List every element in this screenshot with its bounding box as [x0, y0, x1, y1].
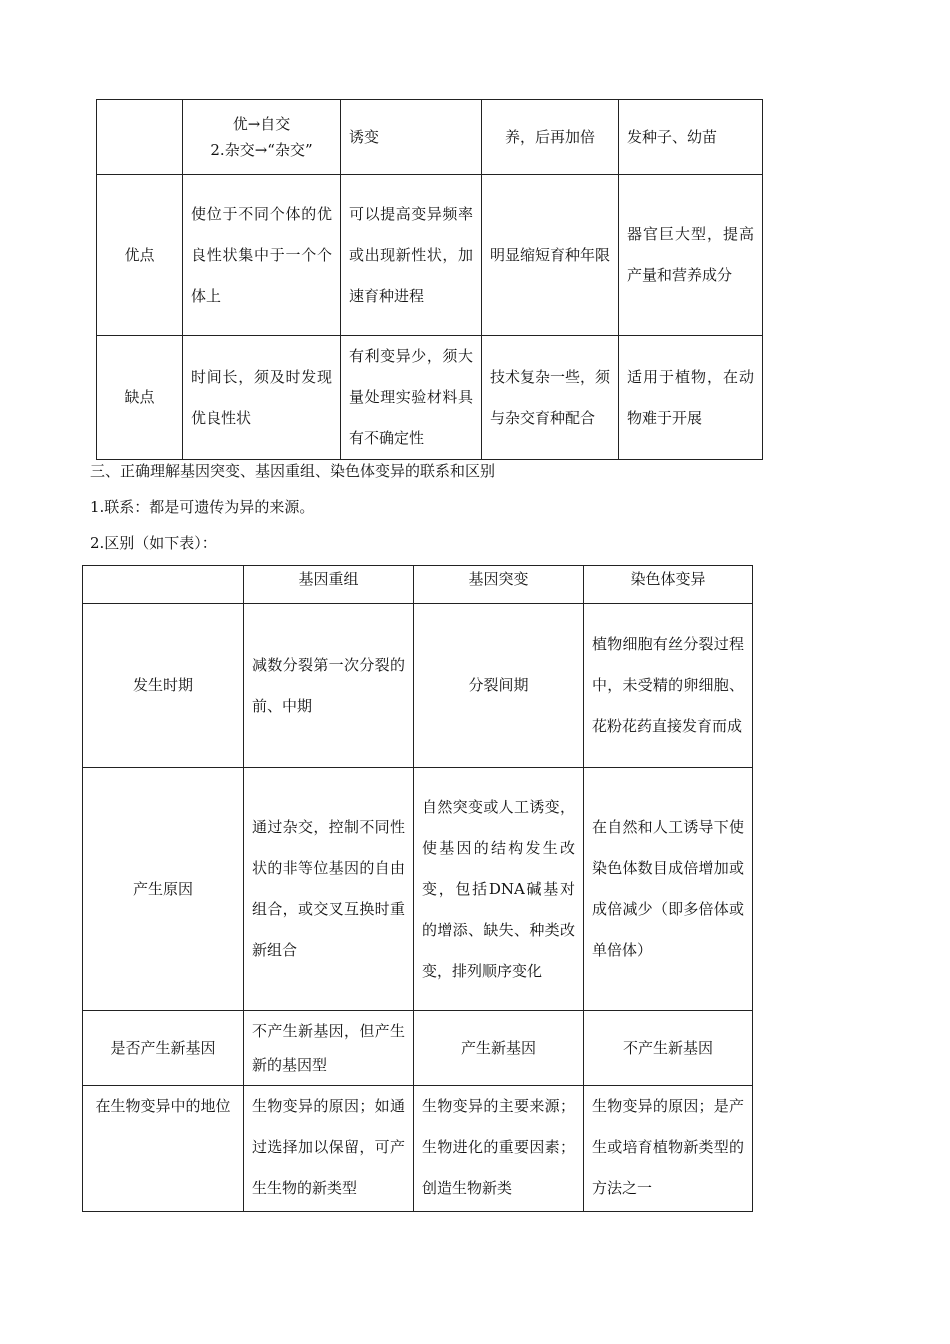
table-row — [97, 100, 763, 175]
table-cell: 生物变异的原因；如通过选择加以保留，可产生生物的新类型 — [244, 1086, 414, 1212]
table-cell: 自然突变或人工诱变，使基因的结构发生改变，包括DNA碱基对的增添、缺失、种类改变，排列顺序变化 — [414, 768, 584, 1011]
table-cell: 器官巨大型，提高产量和营养成分 — [619, 175, 763, 336]
table-cell: 诱变 — [341, 100, 482, 175]
point-connection: 1.联系：都是可遗传为异的来源。 — [90, 498, 315, 516]
table-header-row — [83, 566, 753, 604]
column-header: 基因突变 — [414, 566, 584, 604]
table-row — [97, 175, 763, 336]
table-cell: 不产生新基因，但产生新的基因型 — [244, 1011, 414, 1086]
table-cell: 生物变异的原因；是产生或培育植物新类型的方法之一 — [584, 1086, 753, 1212]
table-row — [83, 604, 753, 768]
table-row — [83, 1011, 753, 1086]
table-cell: 养，后再加倍 — [482, 100, 619, 175]
table-cell: 不产生新基因 — [584, 1011, 753, 1086]
table-cell: 通过杂交，控制不同性状的非等位基因的自由组合，或交叉互换时重新组合 — [244, 768, 414, 1011]
table-row — [83, 768, 753, 1011]
variation-comparison-table — [82, 565, 753, 1212]
column-header: 基因重组 — [244, 566, 414, 604]
table-row — [97, 336, 763, 460]
table-cell: 生物变异的主要来源；生物进化的重要因素；创造生物新类 — [414, 1086, 584, 1212]
table-cell: 使位于不同个体的优良性状集中于一个个体上 — [183, 175, 341, 336]
table-cell: 时间长，须及时发现优良性状 — [183, 336, 341, 460]
row-header-cell — [97, 100, 183, 175]
row-header-cell: 发生时期 — [83, 604, 244, 768]
table-cell: 优→自交 2.杂交→“杂交” — [183, 100, 341, 175]
column-header: 染色体变异 — [584, 566, 753, 604]
row-header-cell: 缺点 — [97, 336, 183, 460]
table-cell: 产生新基因 — [414, 1011, 584, 1086]
table-cell: 减数分裂第一次分裂的前、中期 — [244, 604, 414, 768]
table-cell: 在自然和人工诱导下使染色体数目成倍增加或成倍减少（即多倍体或单倍体） — [584, 768, 753, 1011]
table-cell: 有利变异少，须大量处理实验材料具有不确定性 — [341, 336, 482, 460]
breeding-comparison-table — [96, 99, 763, 460]
column-header — [83, 566, 244, 604]
table-cell: 技术复杂一些，须与杂交育种配合 — [482, 336, 619, 460]
table-cell: 适用于植物，在动物难于开展 — [619, 336, 763, 460]
table-cell: 植物细胞有丝分裂过程中，未受精的卵细胞、花粉花药直接发育而成 — [584, 604, 753, 768]
table-cell: 发种子、幼苗 — [619, 100, 763, 175]
row-header-cell: 在生物变异中的地位 — [83, 1086, 244, 1212]
point-difference: 2.区别（如下表）： — [90, 534, 217, 552]
row-header-cell: 产生原因 — [83, 768, 244, 1011]
row-header-cell: 是否产生新基因 — [83, 1011, 244, 1086]
table-cell: 明显缩短育种年限 — [482, 175, 619, 336]
table-cell: 分裂间期 — [414, 604, 584, 768]
row-header-cell: 优点 — [97, 175, 183, 336]
table-cell: 可以提高变异频率或出现新性状，加速育种进程 — [341, 175, 482, 336]
section-heading: 三、正确理解基因突变、基因重组、染色体变异的联系和区别 — [90, 462, 496, 480]
table-row — [83, 1086, 753, 1212]
